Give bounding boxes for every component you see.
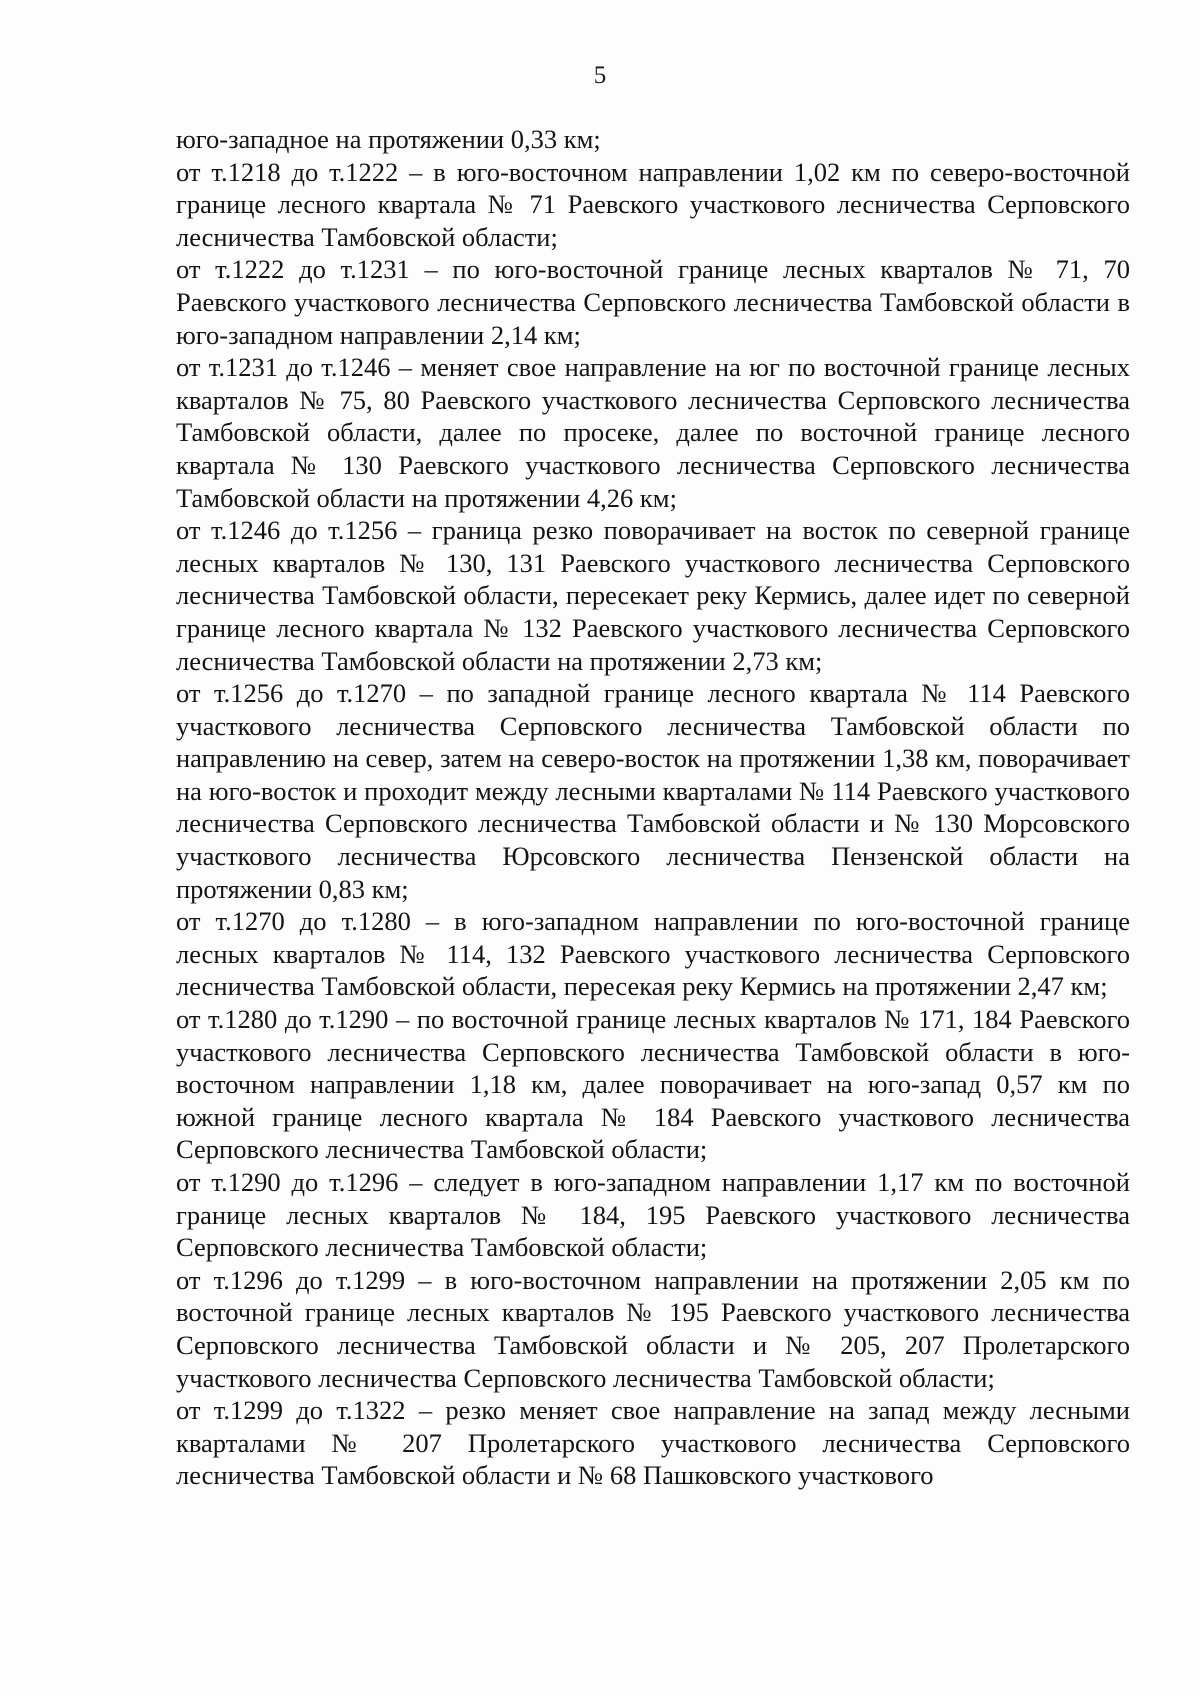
paragraph-2: от т.1218 до т.1222 – в юго-восточном направлении 1,02 км по северо-восточной границе лесного квартала № 71 Раевского участкового лесничества Серповского лесничества Тамбовской области; [176,156,1130,252]
paragraph-3: от т.1222 до т.1231 – по юго-восточной границе лесных кварталов № 71, 70 Раевского участкового лесничества Серповского лесничества Тамбовской области в юго-западном направлении 2,14 км; [176,254,1130,350]
paragraph-6: от т.1256 до т.1270 – по западной границе лесного квартала № 114 Раевского участкового лесничества Серповского лесничества Тамбовской области по направлению на север, затем на северо-восток на протяжении 1,38 км, поворачивает на юго-восток и проходит между лесными кварталами № 114 Раевского участкового лесничества Серповского лесничества Тамбовской области и № 130 Морсовского участкового лесничества Юрсовского лесничества Пензенской области на протяжении 0,83 км; [176,678,1130,904]
body-text [176,123,1130,1492]
paragraph-7: от т.1270 до т.1280 – в юго-западном направлении по юго-восточной границе лесных кварталов № 114, 132 Раевского участкового лесничества Серповского лесничества Тамбовской области, пересекая реку Кермись на протяжении 2,47 км; [176,906,1130,1002]
paragraph-5: от т.1246 до т.1256 – граница резко поворачивает на восток по северной границе лесных кварталов № 130, 131 Раевского участкового лесничества Серповского лесничества Тамбовской области, пересекает реку Кермись, далее идет по северной границе лесного квартала № 132 Раевского участкового лесничества Серповского лесничества Тамбовской области на протяжении 2,73 км; [176,515,1130,676]
paragraph-8: от т.1280 до т.1290 – по восточной границе лесных кварталов № 171, 184 Раевского участкового лесничества Серповского лесничества Тамбовской области в юго-восточном направлении 1,18 км, далее поворачивает на юго-запад 0,57 км по южной границе лесного квартала № 184 Раевского участкового лесничества Серповского лесничества Тамбовской области; [176,1004,1130,1165]
page-number: 5 [593,62,607,89]
paragraph-9: от т.1290 до т.1296 – следует в юго-западном направлении 1,17 км по восточной границе лесных кварталов № 184, 195 Раевского участкового лесничества Серповского лесничества Тамбовской области; [176,1167,1130,1263]
paragraph-10: от т.1296 до т.1299 – в юго-восточном направлении на протяжении 2,05 км по восточной границе лесных кварталов № 195 Раевского участкового лесничества Серповского лесничества Тамбовской области и № 205, 207 Пролетарского участкового лесничества Серповского лесничества Тамбовской области; [176,1264,1130,1393]
paragraph-11: от т.1299 до т.1322 – резко меняет свое направление на запад между лесными кварталами № 207 Пролетарского участкового лесничества Серповского лесничества Тамбовской области и № 68 Пашковского участкового [176,1395,1130,1491]
paragraph-1: юго-западное на протяжении 0,33 км; [176,124,601,154]
paragraph-4: от т.1231 до т.1246 – меняет свое направление на юг по восточной границе лесных кварталов № 75, 80 Раевского участкового лесничества Серповского лесничества Тамбовской области, далее по просеке, далее по восточной границе лесного квартала № 130 Раевского участкового лесничества Серповского лесничества Тамбовской области на протяжении 4,26 км; [176,352,1130,513]
